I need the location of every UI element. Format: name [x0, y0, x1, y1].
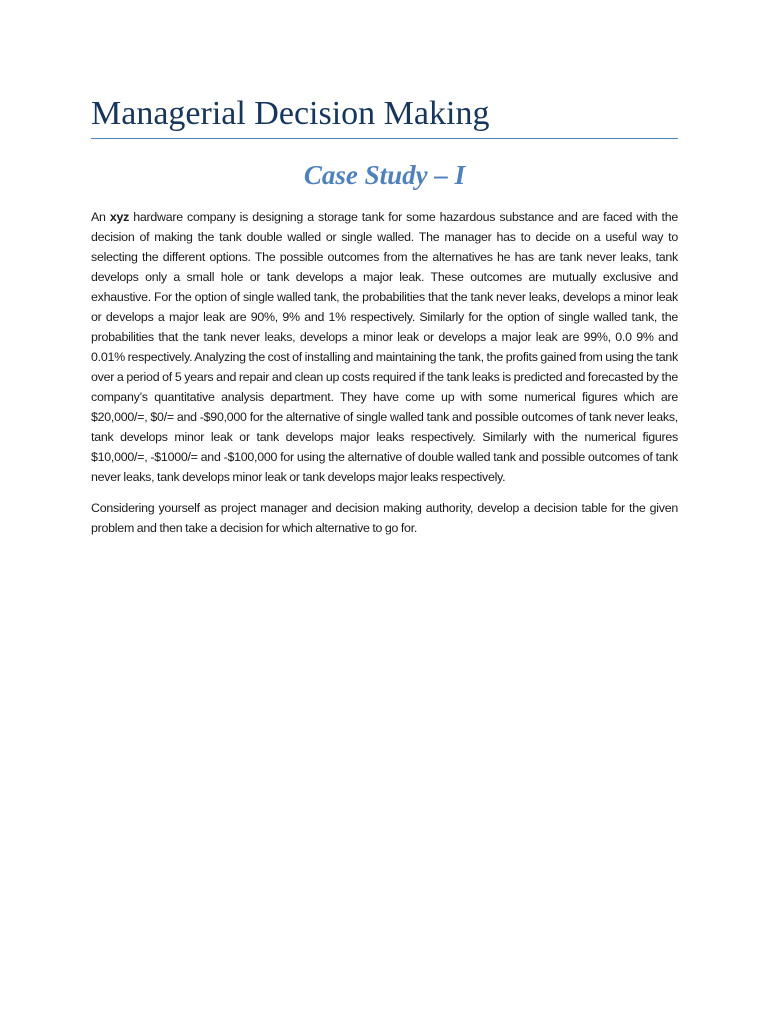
paragraph-lead-text: An: [91, 210, 110, 224]
case-study-heading: Case Study – I: [303, 160, 466, 190]
document-body: [91, 207, 678, 549]
paragraph-body-text: hardware company is designing a storage tank for some hazardous substance and are faced with the decision of making the tank double walled or single walled. The manager has to decide on a useful way to selecting the different options. The possible outcomes from the alternatives he has are tank never leaks, tank develops only a small hole or tank develops a major leak. These outcomes are mutually exclusive and exhaustive. For the option of single walled tank, the probabilities that the tank never leaks, develops a minor leak or develops a major leak are 90%, 9% and 1% respectively. Similarly for the option of single walled tank, the probabilities that the tank never leaks, develops a minor leak or develops a major leak are 99%, 0.0 9% and 0.01% respectively. Analyzing the cost of installing and maintaining the tank, the profits gained from using the tank over a period of 5 years and repair and clean up costs required if the tank leaks is predicted and forecasted by the company’s quantitative analysis department. They have come up with some numerical figures which are $20,000/=, $0/= and -$90,000 for the alternative of single walled tank and possible outcomes of tank never leaks, tank develops minor leak or tank develops major leaks respectively. Similarly with the numerical figures $10,000/=, -$1000/= and -$100,000 for using the alternative of double walled tank and possible outcomes of tank never leaks, tank develops minor leak or tank develops major leaks respectively.: [91, 210, 678, 484]
document-title: Managerial Decision Making: [91, 95, 490, 132]
company-name-emphasis: xyz: [109, 210, 130, 224]
title-underline-divider: [91, 138, 678, 139]
task-instruction-paragraph: Considering yourself as project manager and decision making authority, develop a decision table for the given problem and then take a decision for which alternative to go for.: [91, 501, 678, 535]
case-description-paragraph: [91, 207, 678, 487]
